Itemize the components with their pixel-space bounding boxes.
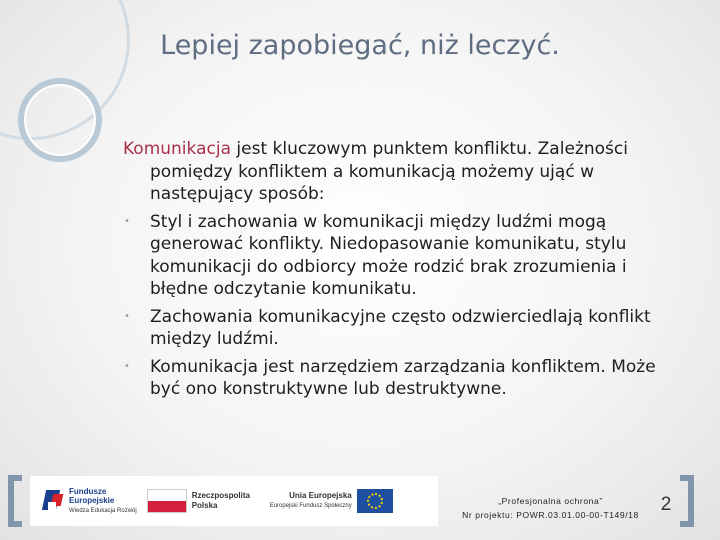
ue-line1: Unia Europejska (289, 491, 352, 500)
eu-flag-icon (357, 489, 393, 513)
fundusze-line2: Europejskie (69, 495, 115, 505)
fundusze-mark-icon (42, 488, 64, 514)
fundusze-sub: Wiedza Edukacja Rozwój (69, 507, 137, 514)
polish-flag-icon (147, 489, 187, 513)
ue-sub: Europejski Fundusz Społeczny (269, 503, 352, 509)
project-name: „Profesjonalna ochrona” (498, 496, 603, 506)
bullet-text: Komunikacja jest narzędziem zarządzania konfliktem. Może być ono konstruktywne lub destruktywne. (150, 356, 656, 399)
bullet-icon: • (124, 310, 130, 322)
intro-text: jest kluczowym punktem konfliktu. Zależności pomiędzy konfliktem a komunikacją możemy ująć w następujący sposób: (150, 139, 628, 204)
funding-logos-strip (30, 476, 438, 526)
rp-text: Rzeczpospolita Polska (191, 491, 250, 510)
decorative-circle-ring (18, 78, 102, 162)
slide-title: Lepiej zapobiegać, niż leczyć. (160, 30, 560, 61)
slide-content (123, 138, 688, 401)
page-number: 2 (660, 494, 672, 515)
bullet-text: Zachowania komunikacyjne często odzwierciedlają konflikt między ludźmi. (150, 306, 651, 349)
rzeczpospolita-polska-logo (147, 489, 260, 513)
fundusze-line1: Fundusze (69, 486, 107, 496)
list-item (123, 306, 688, 351)
intro-paragraph (123, 138, 688, 206)
fundusze-europejskie-logo (42, 487, 137, 516)
unia-europejska-logo (270, 489, 393, 513)
left-bracket-decoration (8, 475, 22, 527)
bullet-text: Styl i zachowania w komunikacji między ludźmi mogą generować konflikty. Niedopasowanie komunikatu, stylu komunikacji do odbiorcy może rodzić brak zrozumienia i błędne odczytanie komunikatu. (150, 211, 627, 299)
right-bracket-decoration (680, 475, 694, 527)
project-number: Nr projektu: POWR.03.01.00-00-T149/18 (462, 510, 639, 520)
intro-highlight: Komunikacja (123, 139, 231, 159)
project-info (448, 494, 653, 522)
list-item (123, 211, 688, 301)
bullet-list (123, 211, 688, 401)
bullet-icon: • (124, 215, 130, 227)
bullet-icon: • (124, 360, 130, 372)
list-item (123, 356, 688, 401)
